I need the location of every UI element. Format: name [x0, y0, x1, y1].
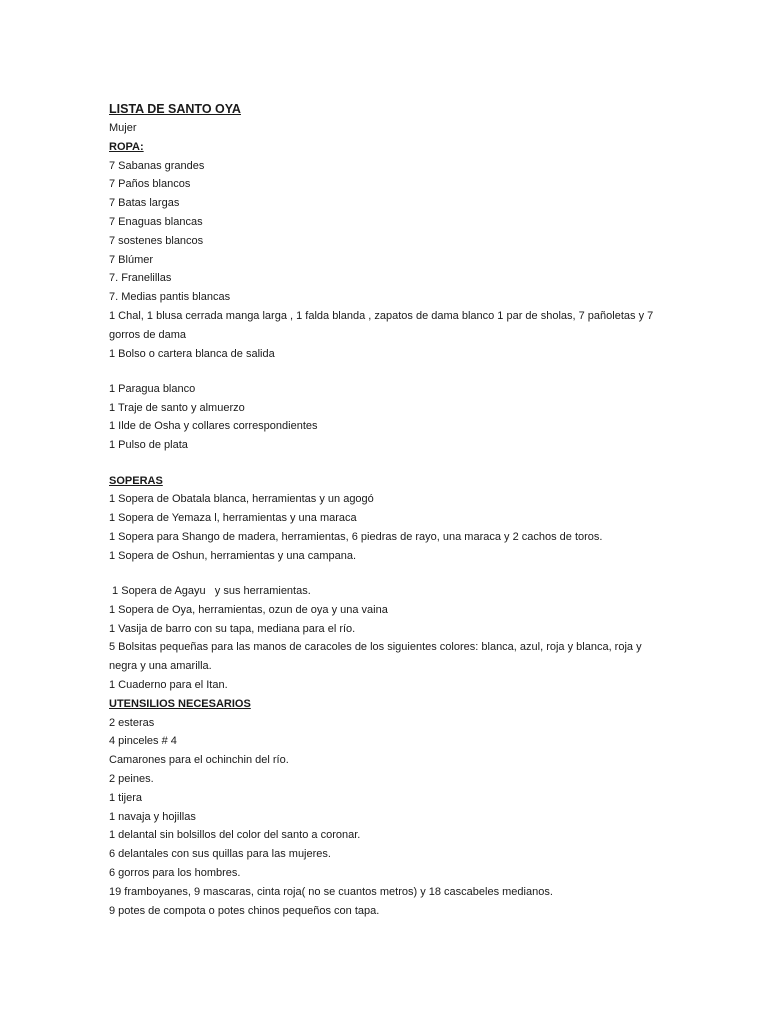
list-item: 1 Sopera de Oya, herramientas, ozun de oya y una vaina	[109, 603, 388, 616]
list-item: 2 peines.	[109, 773, 154, 785]
list-item: Camarones para el ochinchin del río.	[109, 754, 289, 767]
spacer	[109, 363, 669, 380]
list-item: 5 Bolsitas pequeñas para las manos de caracoles de los siguientes colores: blanca, azul, roja y blanca, roja y negra y una amarilla.	[109, 641, 642, 673]
section-heading-ropa: ROPA:	[109, 140, 144, 153]
list-item: 7 Enaguas blancas	[109, 215, 203, 228]
list-item: 1 Cuaderno para el Itan.	[109, 679, 228, 692]
list-item: 7 Blúmer	[109, 253, 154, 266]
list-item: 1 Pulso de plata	[109, 439, 188, 452]
section-heading-utensilios: UTENSILIOS NECESARIOS	[109, 697, 251, 710]
list-item: 1 navaja y hojillas	[109, 810, 196, 823]
list-item: 7 Sabanas grandes	[109, 159, 205, 172]
list-item: 2 esteras	[109, 716, 155, 729]
list-item: 1 Paragua blanco	[109, 382, 196, 395]
list-item: 1 Bolso o cartera blanca de salida	[109, 347, 275, 360]
document-page	[109, 101, 669, 920]
list-item: 7 Paños blancos	[109, 178, 191, 191]
list-item: 4 pinceles # 4	[109, 735, 177, 748]
list-item: 7. Franelillas	[109, 272, 172, 285]
list-item: 1 Traje de santo y almuerzo	[109, 401, 245, 414]
list-item: 1 Chal, 1 blusa cerrada manga larga , 1 falda blanda , zapatos de dama blanco 1 par de sholas, 7 pañoletas y 7 gorros de dama	[109, 309, 654, 341]
list-item: 6 gorros para los hombres.	[109, 866, 241, 879]
list-item: 1 Sopera de Yemaza l, herramientas y una maraca	[109, 512, 357, 525]
spacer	[109, 566, 669, 583]
list-item: 1 Vasija de barro con su tapa, mediana para el río.	[109, 622, 356, 635]
list-item: 1 delantal sin bolsillos del color del santo a coronar.	[109, 829, 361, 842]
list-item: 1 Ilde de Osha y collares correspondientes	[109, 420, 318, 433]
list-item: 19 framboyanes, 9 mascaras, cinta roja( no se cuantos metros) y 18 cascabeles medianos.	[109, 885, 553, 898]
list-item: 7. Medias pantis blancas	[109, 291, 231, 304]
list-item: 7 sostenes blancos	[109, 234, 204, 247]
list-item: 6 delantales con sus quillas para las mujeres.	[109, 848, 331, 861]
list-item: 1 Sopera de Oshun, herramientas y una campana.	[109, 549, 357, 562]
document-title: LISTA DE SANTO OYA	[109, 102, 241, 116]
list-item: 7 Batas largas	[109, 197, 180, 210]
list-item: 1 Sopera para Shango de madera, herramientas, 6 piedras de rayo, una maraca y 2 cachos de toros.	[109, 530, 603, 543]
list-item: 1 Sopera de Obatala blanca, herramientas y un agogó	[109, 493, 374, 506]
section-heading-soperas: SOPERAS	[109, 474, 163, 487]
list-item: 1 tijera	[109, 791, 143, 804]
document-subtitle: Mujer	[109, 122, 137, 134]
list-item: 1 Sopera de Agayu y sus herramientas.	[109, 585, 311, 598]
list-item: 9 potes de compota o potes chinos pequeños con tapa.	[109, 904, 380, 917]
spacer	[109, 455, 669, 472]
